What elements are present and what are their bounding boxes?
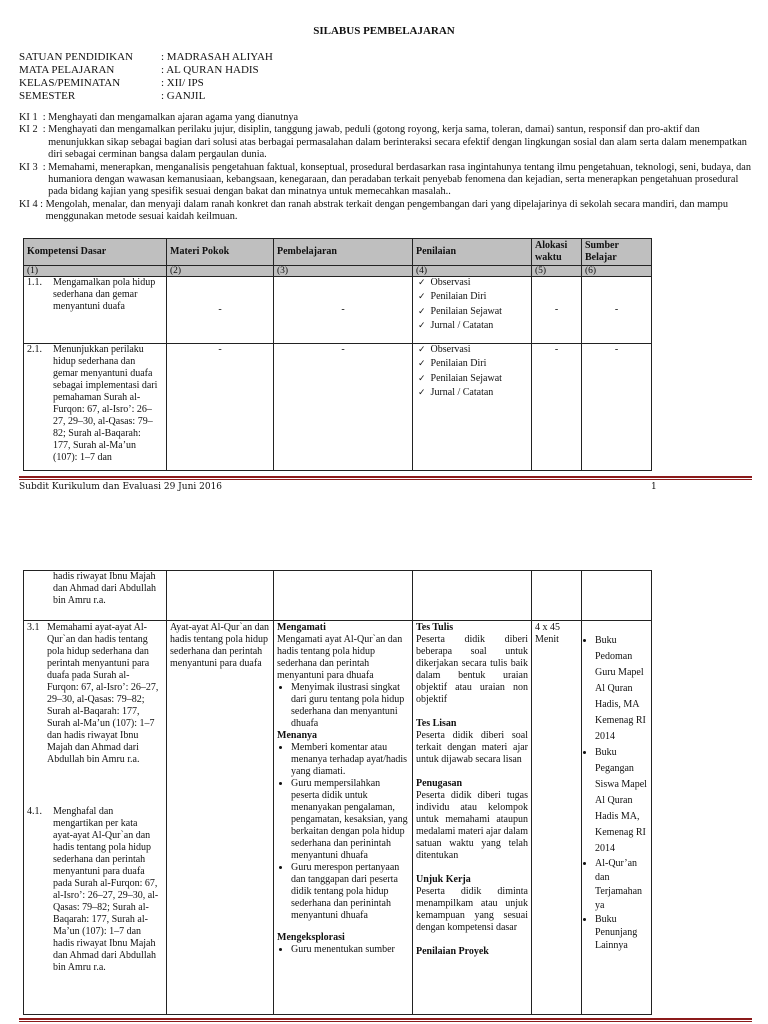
syllabus-table-continued bbox=[23, 570, 652, 1015]
header-materi: Materi Pokok bbox=[167, 239, 274, 266]
list-item: • Buku Pedoman Guru Mapel Al Quran Hadis, MA Kemenag RI 2014 bbox=[595, 633, 648, 745]
spacer bbox=[416, 934, 528, 946]
list-item: • Al-Qur’an dan Terjamahan ya bbox=[595, 857, 648, 913]
identity-value: : MADRASAH ALIYAH bbox=[161, 51, 273, 63]
identity-row bbox=[19, 64, 273, 77]
kd-3-1 bbox=[27, 622, 163, 766]
pembelajaran-cell bbox=[274, 571, 413, 621]
header-penilaian: Penilaian bbox=[413, 239, 532, 266]
ki-label: KI 3 : bbox=[19, 161, 49, 173]
identity-row bbox=[19, 90, 273, 103]
kd-number: 4.1. bbox=[27, 806, 42, 817]
list-item: • Buku Pegangan Siswa Mapel Al Quran Hadis MA, Kemenag RI 2014 bbox=[595, 745, 648, 857]
spacer bbox=[416, 766, 528, 778]
page-number: 1 bbox=[651, 482, 657, 492]
pembelajaran-cell bbox=[274, 621, 413, 1015]
ki-item bbox=[19, 112, 751, 124]
kd-cell bbox=[24, 344, 167, 471]
kd-spacer bbox=[27, 766, 163, 806]
section-heading: Tes Tulis bbox=[416, 622, 454, 633]
section-text: Mengamati ayat Al-Qur`an dan hadis tentang pola hidup sederhana dan perintah menyantuni para dhuafa bbox=[277, 634, 403, 681]
alokasi-cell: - bbox=[532, 277, 582, 344]
ki-text: Menghayati dan mengamalkan perilaku jujur, disiplin, tanggung jawab, peduli (gotong royong, kerja sama, toleran, damai) santun, responsif dan pro-aktif dan menunjukkan sikap sebagai bagian dari solusi atas berbagai permasalahan dalam berinteraksi secara efektif dengan lingkungan sosial dan alam serta dalam menempatkan diri sebagai cerminan bangsa dalam pergaulan dunia. bbox=[48, 124, 747, 161]
footer-rule bbox=[19, 1018, 752, 1020]
sumber-cell bbox=[582, 571, 652, 621]
list-item: • Memberi komentar atau menanya terhadap ayat/hadis yang diamati. bbox=[291, 742, 409, 778]
kd-number: 3.1 bbox=[27, 622, 40, 633]
syllabus-table bbox=[23, 238, 652, 471]
list-item: • Buku Penunjang Lainnya bbox=[595, 913, 648, 952]
document-title: SILABUS PEMBELAJARAN bbox=[313, 25, 455, 37]
header-kompetensi: Kompetensi Dasar bbox=[24, 239, 167, 266]
section-text: Peserta didik diberi tugas individu atau kelompok untuk memahami ataupun medalami materi ajar dalam satuan waktu yang telah ditentukan bbox=[416, 790, 528, 861]
ki-text: Menghayati dan mengamalkan ajaran agama yang dianutnya bbox=[48, 112, 299, 123]
materi-cell: - bbox=[167, 277, 274, 344]
spacer bbox=[416, 706, 528, 718]
pembelajaran-cell: - bbox=[274, 277, 413, 344]
ki-item bbox=[19, 199, 751, 224]
identity-value: : AL QURAN HADIS bbox=[161, 64, 259, 76]
colnum: (2) bbox=[167, 266, 274, 277]
kd-4-1 bbox=[27, 806, 163, 974]
list-item: ✓ Penilaian Diri bbox=[418, 291, 528, 303]
header-alokasi: Alokasi waktu bbox=[532, 239, 582, 266]
ki-text: Memahami, menerapkan, menganalisis pengetahuan faktual, konseptual, prosedural berdasarkan rasa ingintahunya tentang ilmu pengetahuan, teknologi, seni, budaya, dan humaniora dengan wawasan kemanusiaan, kebangsaan, kenegaraan, dan peradaban terkait penyebab fenomena dan kejadian, serta menerapkan pengetahuan prosedural pada bidang kajian yang spesifik sesuai dengan bakat dan minatnya untuk memecahkan masalah.. bbox=[48, 161, 751, 198]
identity-row bbox=[19, 51, 273, 64]
kd-text: hadis riwayat Ibnu Majah dan Ahmad dari Abdullah bin Amru r.a. bbox=[53, 571, 157, 606]
list-item: ✓ Penilaian Sejawat bbox=[418, 373, 528, 385]
spacer bbox=[277, 922, 409, 932]
sumber-cell: - bbox=[582, 344, 652, 471]
colnum: (5) bbox=[532, 266, 582, 277]
identity-block bbox=[19, 51, 273, 103]
kd-text: Menunjukkan perilaku hidup sederhana dan gemar menyantuni duafa sebagai implementasi dari pemahaman Surah al-Furqon: 67, al-Isro’: 26–27, 29–30, al-Qasas: 79–82; Surah al-Baqarah: 177, Surah al-Ma’un (107): 1–7 dan bbox=[53, 344, 158, 463]
alokasi-cell bbox=[532, 571, 582, 621]
alokasi-cell: - bbox=[532, 344, 582, 471]
page-gap bbox=[0, 500, 768, 568]
assessment-list bbox=[416, 344, 528, 399]
kd-number: 1.1. bbox=[27, 277, 42, 288]
ki-text: Mengolah, menalar, dan menyaji dalam ranah konkret dan ranah abstrak terkait dengan pengembangan dari yang dipelajarinya di sekolah secara mandiri, dan mampu menggunakan metode sesuai kaidah keilmuan. bbox=[45, 198, 728, 223]
core-competencies bbox=[19, 112, 751, 224]
header-sumber: Sumber Belajar bbox=[582, 239, 652, 266]
ki-label: KI 2 : bbox=[19, 124, 49, 136]
colnum: (6) bbox=[582, 266, 652, 277]
identity-key: MATA PELAJARAN bbox=[19, 64, 115, 76]
identity-key: KELAS/PEMINATAN bbox=[19, 77, 121, 89]
column-number-row bbox=[24, 266, 652, 277]
list-item: ✓ Jurnal / Catatan bbox=[418, 320, 528, 332]
colnum: (4) bbox=[413, 266, 532, 277]
list-item: • Guru mempersilahkan peserta didik untuk menanyakan pengalaman, pengamatan, kesaksian, yang berkaitan dengan pola hidup sederhana dan perinintah menyantuni dhuafa bbox=[291, 778, 409, 862]
penilaian-cell bbox=[413, 344, 532, 471]
table-header-row bbox=[24, 239, 652, 266]
identity-key: SATUAN PENDIDIKAN bbox=[19, 51, 133, 63]
materi-cell: Ayat-ayat Al-Qur`an dan hadis tentang pola hidup sederhana dan perintah menyantuni para duafa bbox=[167, 621, 274, 1015]
identity-key: SEMESTER bbox=[19, 90, 76, 102]
section-heading: Penugasan bbox=[416, 778, 463, 789]
activity-list bbox=[277, 682, 409, 730]
footer-rule bbox=[19, 476, 752, 478]
kd-cell bbox=[24, 277, 167, 344]
footer-text: Subdit Kurikulum dan Evaluasi 29 Juni 2016 bbox=[19, 482, 223, 492]
page-1 bbox=[0, 0, 768, 500]
section-text: Peserta didik diberi soal terkait dengan materi ajar untuk dijawab secara lisan bbox=[416, 730, 528, 765]
materi-cell: - bbox=[167, 344, 274, 471]
penilaian-cell bbox=[413, 277, 532, 344]
assessment-list bbox=[416, 277, 528, 332]
identity-value: : XII/ IPS bbox=[161, 77, 204, 89]
kd-cell bbox=[24, 621, 167, 1015]
footer-rule bbox=[19, 479, 752, 480]
kd-number: 2.1. bbox=[27, 344, 42, 355]
kd-text: Mengamalkan pola hidup sederhana dan gemar menyantuni duafa bbox=[53, 277, 156, 312]
ki-item bbox=[19, 124, 751, 161]
list-item: ✓ Penilaian Sejawat bbox=[418, 306, 528, 318]
identity-value: : GANJIL bbox=[161, 90, 206, 102]
table-row bbox=[24, 621, 652, 1015]
list-item: ✓ Observasi bbox=[418, 277, 528, 289]
header-pembelajaran: Pembelajaran bbox=[274, 239, 413, 266]
sumber-cell bbox=[582, 621, 652, 1015]
section-heading: Mengamati bbox=[277, 622, 326, 633]
kd-text: Memahami ayat-ayat Al-Qur`an dan hadis tentang pola hidup sederhana dan perintah menyantuni para duafa pada Surah al-Furqon: 67, al-Isro’: 26–27, 29–30, al-Qasas: 79–82; Surah al-Baqarah: 177, Surah al-Ma’un (107): 1–7 dan hadis riwayat Ibnu Majah dan Ahmad dari Abdullah bin Amru r.a. bbox=[47, 622, 159, 765]
table-row bbox=[24, 277, 652, 344]
section-heading: Tes Lisan bbox=[416, 718, 457, 729]
section-heading: Penilaian Proyek bbox=[416, 946, 489, 957]
page-2 bbox=[0, 568, 768, 1024]
penilaian-cell bbox=[413, 571, 532, 621]
activity-list bbox=[277, 944, 409, 956]
colnum: (1) bbox=[24, 266, 167, 277]
footer-rule bbox=[19, 1021, 752, 1022]
materi-cell bbox=[167, 571, 274, 621]
pembelajaran-cell: - bbox=[274, 344, 413, 471]
list-item: • Guru menentukan sumber bbox=[291, 944, 409, 956]
ki-label: KI 4 : bbox=[19, 198, 46, 210]
list-item: • Menyimak ilustrasi singkat dari guru tentang pola hidup sederhana dan menyantuni dhuafa bbox=[291, 682, 409, 730]
spacer bbox=[416, 862, 528, 874]
ki-item bbox=[19, 162, 751, 199]
colnum: (3) bbox=[274, 266, 413, 277]
alokasi-cell: 4 x 45 Menit bbox=[532, 621, 582, 1015]
table-row bbox=[24, 344, 652, 471]
penilaian-cell bbox=[413, 621, 532, 1015]
identity-row bbox=[19, 77, 273, 90]
section-text: Peserta didik diberi beberapa soal untuk dikerjakan secara tulis baik dalam bentuk uraian objektif atau uraian non objektif bbox=[416, 634, 528, 705]
list-item: • Guru merespon pertanyaan dan tanggapan dari peserta didik tentang pola hidup sederhana dan perinintah menyantuni dhuafa bbox=[291, 862, 409, 922]
list-item: ✓ Jurnal / Catatan bbox=[418, 387, 528, 399]
sumber-cell: - bbox=[582, 277, 652, 344]
table-row bbox=[24, 571, 652, 621]
activity-list bbox=[277, 742, 409, 922]
list-item: ✓ Observasi bbox=[418, 344, 528, 356]
section-heading: Mengeksplorasi bbox=[277, 932, 345, 943]
section-heading: Unjuk Kerja bbox=[416, 874, 471, 885]
kd-text: Menghafal dan mengartikan per kata ayat-ayat Al-Qur`an dan hadis tentang pola hidup sederhana dan perintah menyantuni para duafa pada Surah al-Furqon: 67, al-Isro’: 26–27, 29–30, al-Qasas: 79–82; Surah al-Baqarah: 177, Surah al-Ma’un (107): 1–7 dan hadis riwayat Ibnu Majah dan Ahmad dari Abdullah bin Amru r.a. bbox=[53, 806, 159, 973]
kd-cell bbox=[24, 571, 167, 621]
source-list bbox=[585, 633, 648, 952]
ki-label: KI 1 : bbox=[19, 112, 49, 123]
list-item: ✓ Penilaian Diri bbox=[418, 358, 528, 370]
section-text: Peserta didik diminta menampilkam atau unjuk kemampuan yang sesuai dengan kompetensi dasar bbox=[416, 886, 528, 933]
section-heading: Menanya bbox=[277, 730, 317, 741]
